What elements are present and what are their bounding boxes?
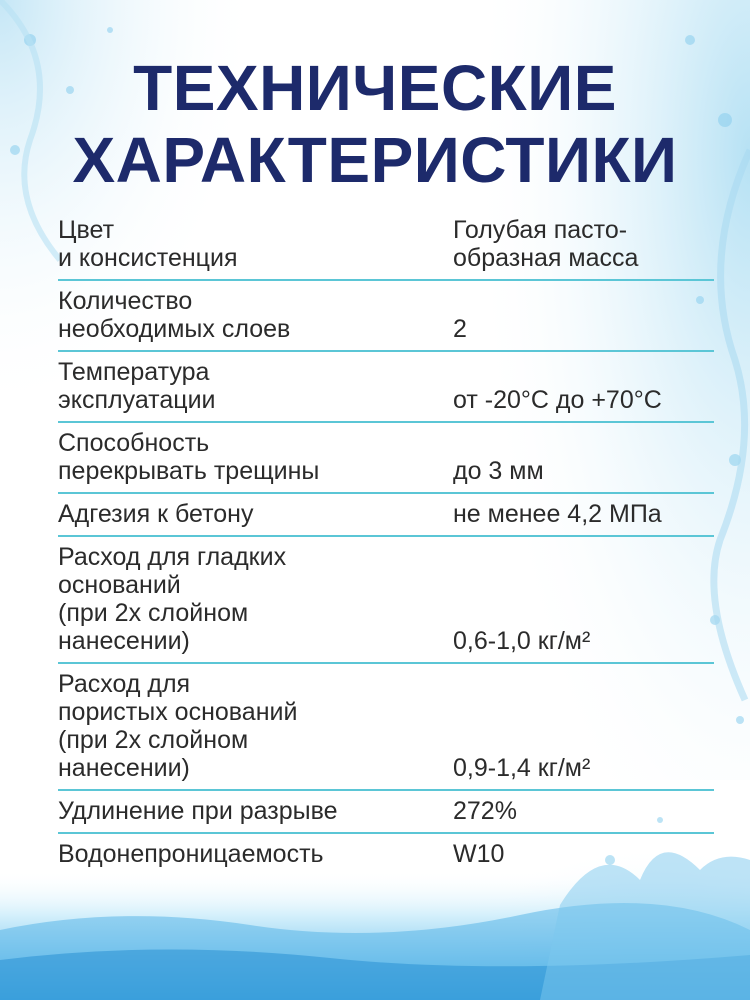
spec-value: от -20°С до +70°С (453, 386, 662, 414)
spec-value: 0,9-1,4 кг/м² (453, 754, 591, 782)
spec-row (58, 834, 714, 875)
spec-value: 0,6-1,0 кг/м² (453, 627, 591, 655)
spec-value: до 3 мм (453, 457, 544, 485)
title-line-2: ХАРАКТЕРИСТИКИ (72, 124, 678, 196)
spec-row (58, 664, 714, 791)
spec-value: 2 (453, 315, 467, 343)
spec-label: Адгезия к бетону (58, 500, 254, 528)
spec-row (58, 537, 714, 664)
specs-table (58, 210, 714, 875)
spec-row (58, 423, 714, 494)
spec-row (58, 281, 714, 352)
spec-row (58, 791, 714, 834)
spec-row (58, 494, 714, 537)
spec-value: Голубая пасто- образная масса (453, 216, 639, 272)
spec-value: не менее 4,2 МПа (453, 500, 662, 528)
page-title (0, 52, 750, 196)
spec-label: Температура эксплуатации (58, 358, 216, 414)
spec-value: W10 (453, 840, 505, 868)
spec-label: Способность перекрывать трещины (58, 429, 320, 485)
spec-value: 272% (453, 797, 517, 825)
spec-label: Количество необходимых слоев (58, 287, 291, 343)
spec-label: Расход для пористых оснований (при 2х слойном нанесении) (58, 670, 298, 782)
spec-label: Цвет и консистенция (58, 216, 238, 272)
spec-label: Удлинение при разрыве (58, 797, 338, 825)
spec-row (58, 352, 714, 423)
spec-label: Водонепроницаемость (58, 840, 324, 868)
title-line-1: ТЕХНИЧЕСКИЕ (133, 52, 617, 124)
spec-label: Расход для гладких оснований (при 2х слойном нанесении) (58, 543, 287, 655)
spec-row (58, 210, 714, 281)
